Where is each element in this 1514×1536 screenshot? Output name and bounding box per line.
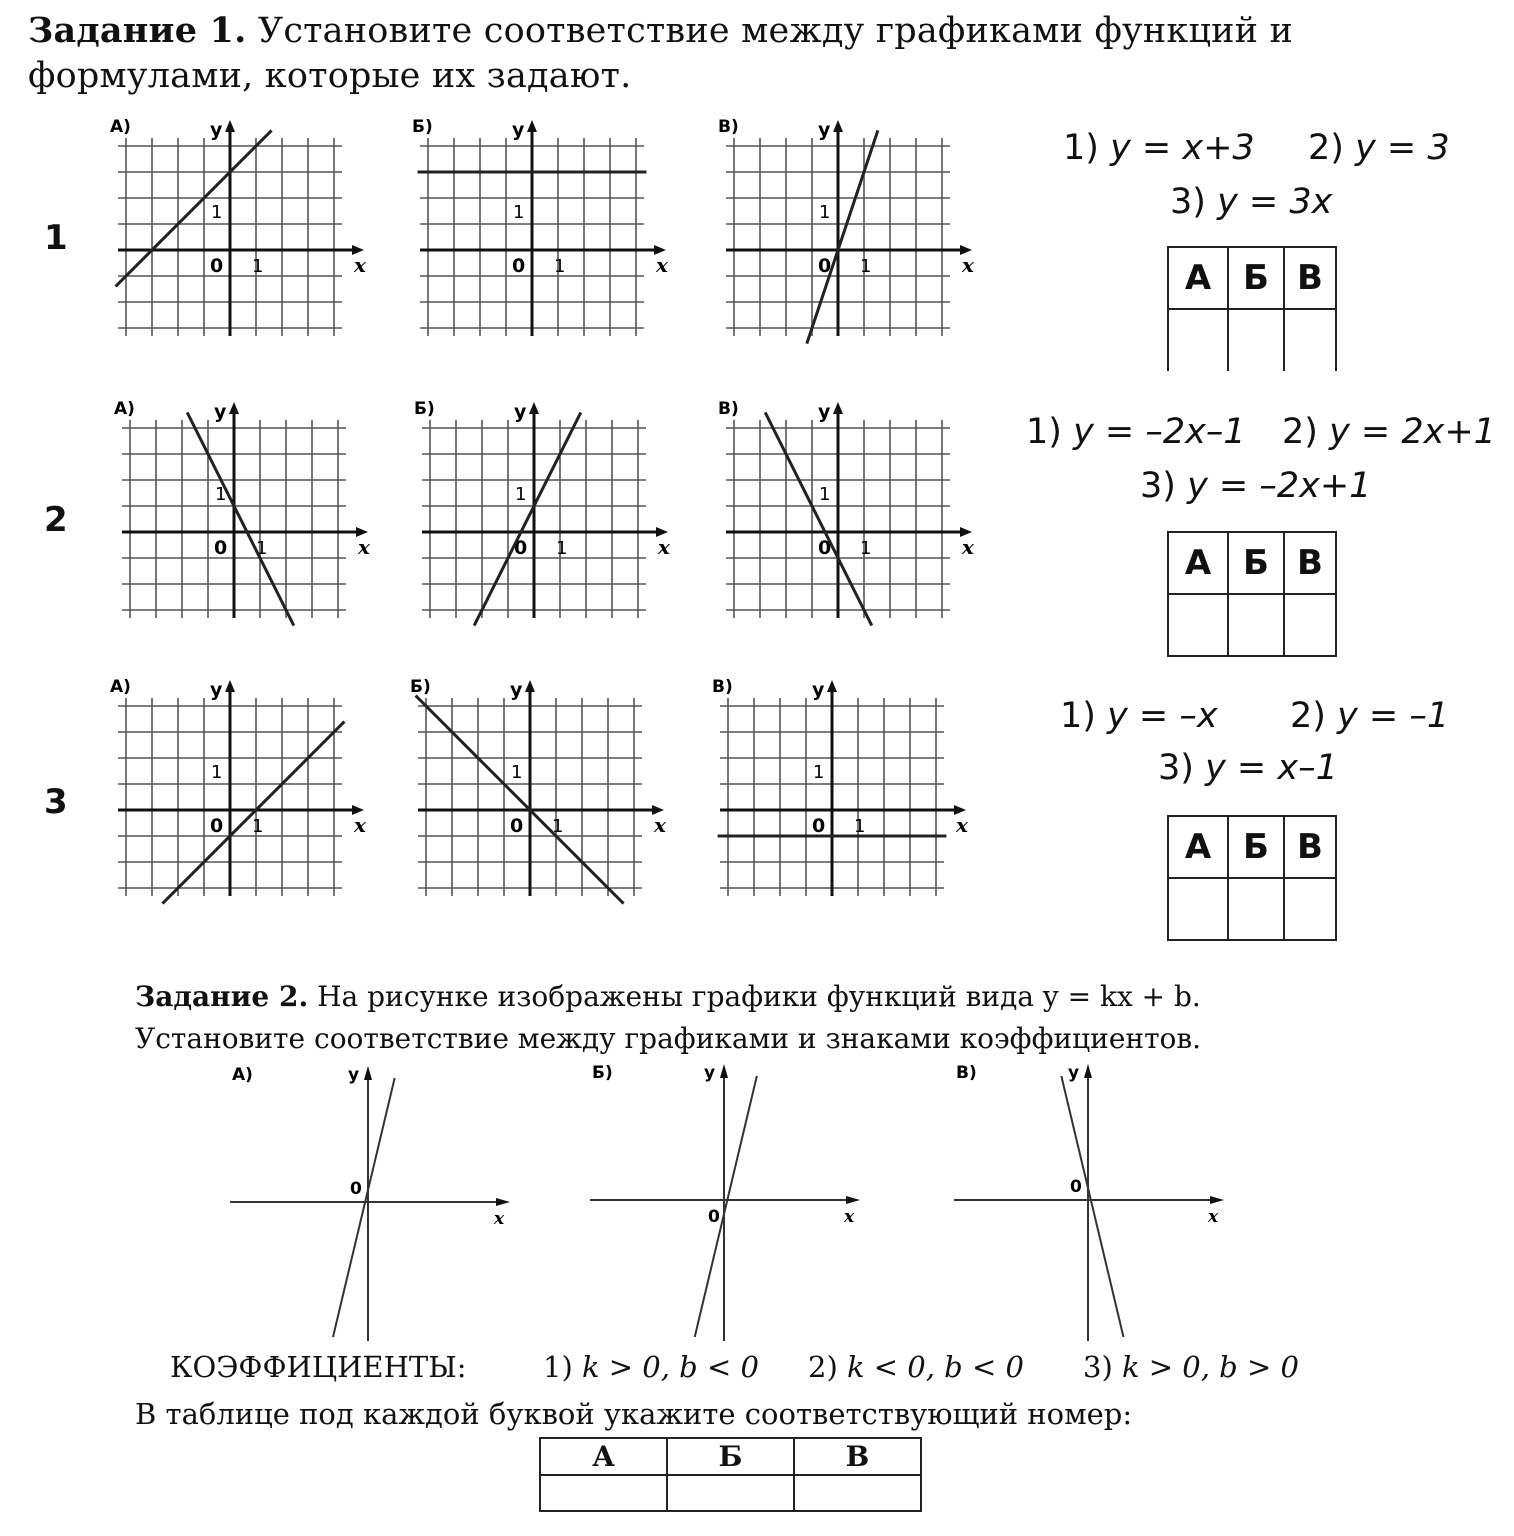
answer-cell-c[interactable] [1284, 594, 1336, 656]
y-axis-arrow [225, 680, 235, 692]
y-axis-arrow [1084, 1064, 1092, 1078]
unit-x-label: 1 [256, 538, 268, 559]
answer-cell-b[interactable] [1228, 878, 1284, 940]
function-graph-line [474, 412, 581, 625]
unit-x-label: 1 [554, 256, 566, 277]
x-axis-arrow [1210, 1196, 1224, 1204]
unit-y-label: 1 [513, 202, 525, 223]
x-axis-label: x [962, 253, 974, 277]
row-number-2: 2 [44, 500, 68, 540]
graph-letter: В) [956, 1063, 977, 1083]
answer-header-c: В [1284, 532, 1336, 594]
task2-title-bold: Задание 2. [135, 980, 309, 1013]
unit-y-label: 1 [211, 762, 223, 783]
graph-3-b [408, 672, 678, 927]
origin-label: 0 [214, 537, 228, 559]
answer-header-c: В [1284, 247, 1336, 309]
formula-2-2: 2) y = 2x+1 [1282, 412, 1496, 452]
answer-header-b: Б [1228, 532, 1284, 594]
origin-label: 0 [514, 537, 528, 559]
final-header-a: А [540, 1438, 667, 1475]
answer-table-1 [1167, 246, 1337, 371]
graph-letter: Б) [410, 677, 431, 697]
y-axis-label: y [812, 679, 825, 701]
graph-letter: А) [114, 399, 135, 419]
unit-y-label: 1 [511, 762, 523, 783]
unit-y-label: 1 [215, 484, 227, 505]
graph-2-a [112, 394, 377, 644]
answer-header-a: А [1168, 816, 1228, 878]
graph-2-c [716, 394, 981, 644]
graph-1-a [108, 112, 366, 362]
y-axis-label: y [510, 679, 523, 701]
x-axis-label: x [844, 1207, 855, 1227]
y-axis-arrow [229, 402, 239, 414]
x-axis-label: x [354, 253, 366, 277]
y-axis-arrow [364, 1066, 372, 1080]
x-axis-label: x [358, 535, 370, 559]
x-axis-label: x [956, 813, 968, 837]
task2-graph-b [582, 1058, 872, 1345]
answer-header-b: Б [1228, 816, 1284, 878]
unit-x-label: 1 [854, 816, 866, 837]
answer-header-b: Б [1228, 247, 1284, 309]
task1-title-bold: Задание 1. [28, 10, 247, 51]
unit-y-label: 1 [813, 762, 825, 783]
formula-1-3: 3) y = 3x [1170, 182, 1333, 222]
y-axis-label: y [704, 1063, 716, 1083]
y-axis-arrow [833, 402, 843, 414]
unit-x-label: 1 [252, 816, 264, 837]
answer-header-a: А [1168, 247, 1228, 309]
graph-1-c [716, 112, 981, 362]
graph-1-b [410, 112, 675, 362]
row-number-3: 3 [44, 782, 68, 822]
answer-cell-b[interactable] [1228, 594, 1284, 656]
graph-letter: А) [110, 677, 131, 697]
unit-x-label: 1 [252, 256, 264, 277]
y-axis-label: y [512, 119, 525, 141]
instruction-text: В таблице под каждой буквой укажите соответствующий номер: [135, 1397, 1133, 1431]
graph-letter: А) [232, 1065, 253, 1085]
formula-3-2: 2) y = –1 [1290, 696, 1450, 736]
function-graph-line [807, 130, 878, 343]
origin-label: 0 [210, 255, 224, 277]
y-axis-label: y [818, 401, 831, 423]
graph-letter: В) [718, 117, 739, 137]
formula-3-3: 3) y = x–1 [1158, 748, 1338, 788]
answer-cell-a[interactable] [1168, 594, 1228, 656]
y-axis-arrow [827, 680, 837, 692]
function-graph-line [162, 722, 344, 904]
y-axis-arrow [527, 120, 537, 132]
formula-1-1: 1) y = x+3 [1063, 128, 1255, 168]
y-axis-label: y [348, 1065, 360, 1085]
origin-label: 0 [818, 255, 832, 277]
x-axis-arrow [496, 1198, 510, 1206]
unit-x-label: 1 [552, 816, 564, 837]
y-axis-arrow [720, 1064, 728, 1078]
y-axis-label: y [214, 401, 227, 423]
x-axis-label: x [658, 535, 670, 559]
formula-1-2: 2) y = 3 [1308, 128, 1450, 168]
function-graph-line [765, 412, 872, 625]
final-header-b: Б [667, 1438, 794, 1475]
graph-letter: В) [712, 677, 733, 697]
x-axis-label: x [494, 1209, 505, 1229]
origin-label: 0 [510, 815, 524, 837]
origin-label: 0 [1070, 1177, 1082, 1197]
answer-cell-c[interactable] [1284, 309, 1336, 371]
answer-cell-c[interactable] [1284, 878, 1336, 940]
x-axis-label: x [354, 813, 366, 837]
function-graph-line [187, 412, 294, 625]
unit-x-label: 1 [860, 538, 872, 559]
coefficient-option-2: 2) k < 0, b < 0 [808, 1350, 1024, 1384]
y-axis-label: y [514, 401, 527, 423]
task2-heading [135, 976, 1375, 1060]
function-graph-line [416, 696, 624, 904]
origin-label: 0 [812, 815, 826, 837]
y-axis-label: y [1068, 1063, 1080, 1083]
coefficient-option-3: 3) k > 0, b > 0 [1083, 1350, 1299, 1384]
answer-table-2 [1167, 531, 1337, 657]
unit-x-label: 1 [556, 538, 568, 559]
answer-table-3 [1167, 815, 1337, 941]
function-graph-line [695, 1076, 757, 1337]
answer-cell-b[interactable] [1228, 309, 1284, 371]
row-number-1: 1 [44, 218, 68, 258]
unit-y-label: 1 [819, 484, 831, 505]
answer-header-c: В [1284, 816, 1336, 878]
final-answer-table [539, 1437, 922, 1512]
graph-3-a [108, 672, 378, 927]
y-axis-arrow [529, 402, 539, 414]
final-answer-cell-b[interactable] [667, 1475, 794, 1511]
task2-title-text: На рисунке изображены графики функций вида y = kx + b. Установите соответствие между графиками и знаками коэффициентов. [135, 980, 1202, 1055]
answer-cell-a[interactable] [1168, 878, 1228, 940]
final-header-c: В [794, 1438, 921, 1475]
function-graph-line [1061, 1076, 1123, 1337]
y-axis-arrow [833, 120, 843, 132]
unit-y-label: 1 [211, 202, 223, 223]
y-axis-label: y [210, 679, 223, 701]
coefficient-option-1: 1) k > 0, b < 0 [543, 1350, 759, 1384]
final-answer-cell-a[interactable] [540, 1475, 667, 1511]
task1-heading [28, 8, 1498, 99]
x-axis-arrow [846, 1196, 860, 1204]
answer-header-a: А [1168, 532, 1228, 594]
task1-title-text: Установите соответствие между графиками функций и формулами, которые их задают. [28, 11, 1294, 96]
origin-label: 0 [350, 1179, 362, 1199]
x-axis-label: x [962, 535, 974, 559]
graph-3-c [710, 672, 980, 927]
formula-2-3: 3) y = –2x+1 [1140, 466, 1372, 506]
graph-letter: Б) [412, 117, 433, 137]
graph-letter: Б) [414, 399, 435, 419]
x-axis-label: x [1208, 1207, 1219, 1227]
origin-label: 0 [708, 1207, 720, 1227]
graph-letter: А) [110, 117, 131, 137]
origin-label: 0 [818, 537, 832, 559]
formula-2-1: 1) y = –2x–1 [1026, 412, 1246, 452]
formula-3-1: 1) y = –x [1060, 696, 1218, 736]
y-axis-arrow [525, 680, 535, 692]
origin-label: 0 [210, 815, 224, 837]
answer-cell-a[interactable] [1168, 309, 1228, 371]
function-graph-line [116, 130, 272, 286]
task2-graph-a [222, 1060, 522, 1345]
x-axis-label: x [656, 253, 668, 277]
x-axis-label: x [654, 813, 666, 837]
graph-2-b [412, 394, 677, 644]
y-axis-label: y [210, 119, 223, 141]
unit-x-label: 1 [860, 256, 872, 277]
unit-y-label: 1 [819, 202, 831, 223]
graph-letter: В) [718, 399, 739, 419]
y-axis-arrow [225, 120, 235, 132]
task2-graph-c [946, 1058, 1236, 1345]
graph-letter: Б) [592, 1063, 613, 1083]
origin-label: 0 [512, 255, 526, 277]
function-graph-line [333, 1078, 395, 1337]
unit-y-label: 1 [515, 484, 527, 505]
y-axis-label: y [818, 119, 831, 141]
final-answer-cell-c[interactable] [794, 1475, 921, 1511]
coefficients-label: КОЭФФИЦИЕНТЫ: [170, 1350, 467, 1384]
